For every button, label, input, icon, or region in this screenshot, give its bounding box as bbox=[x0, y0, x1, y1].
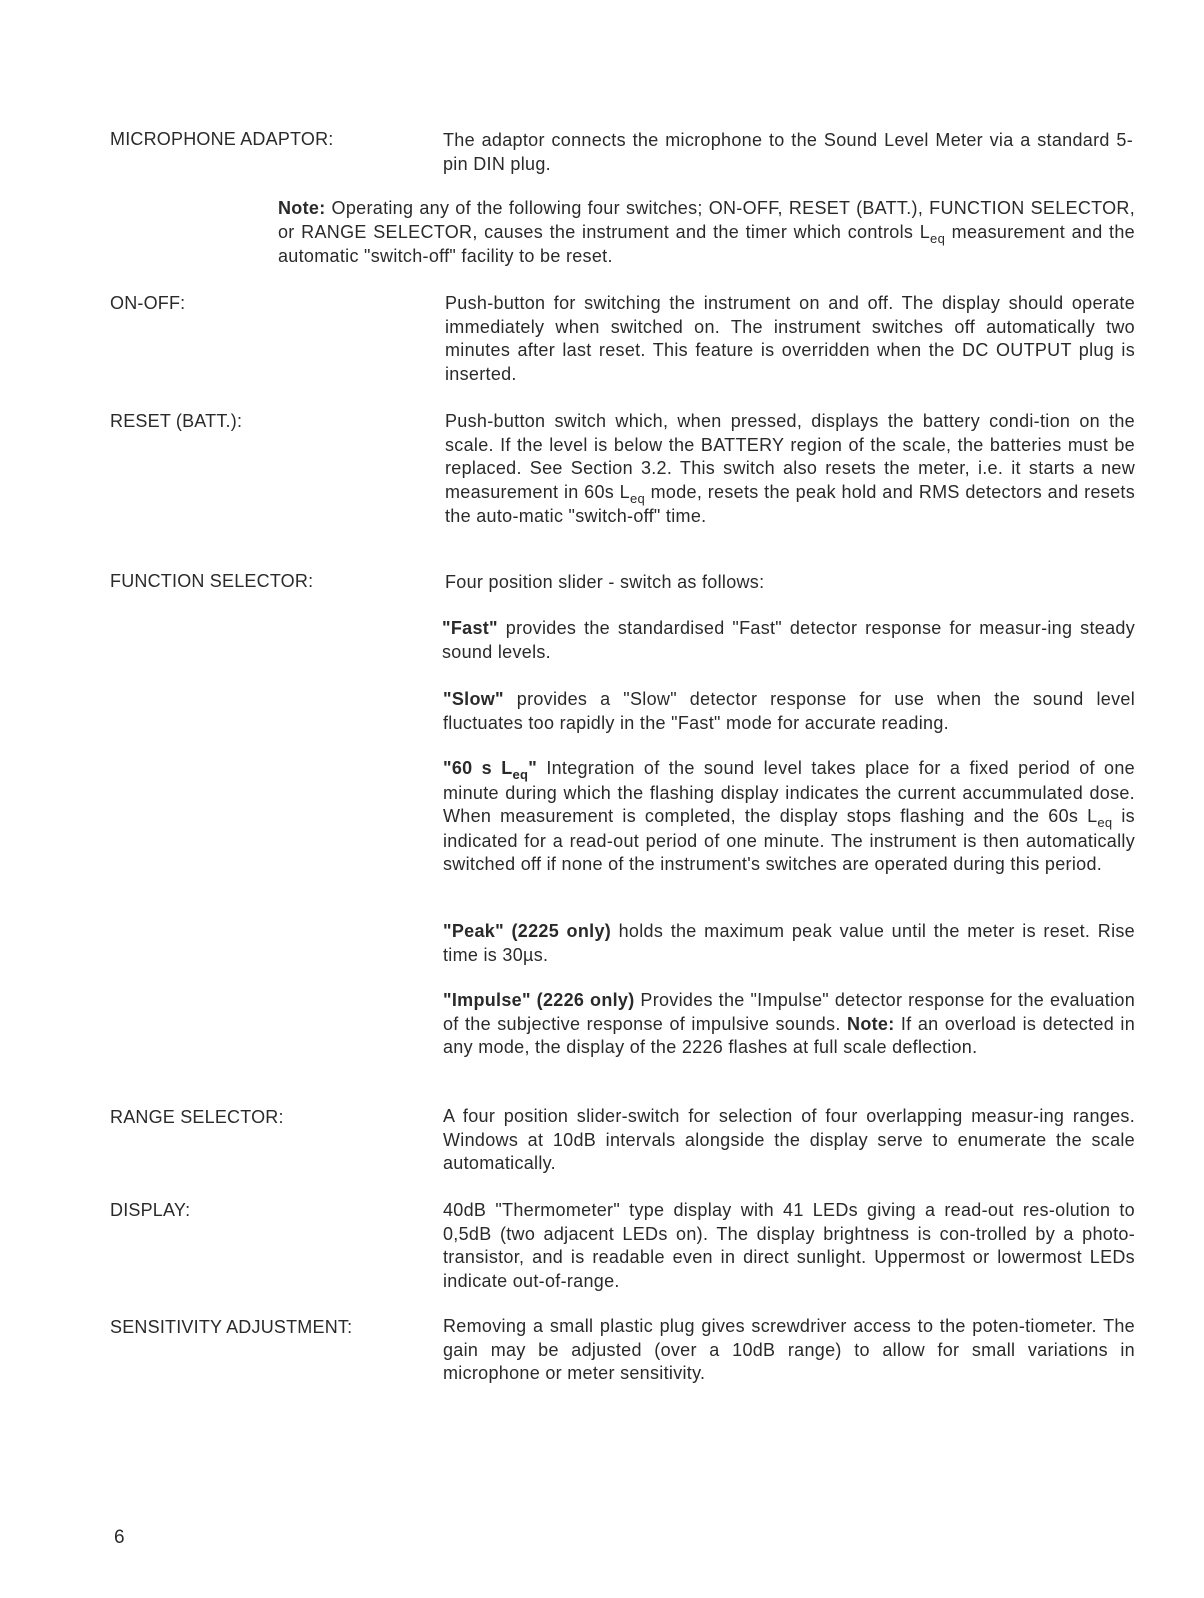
function-slow-name: "Slow" bbox=[443, 689, 504, 709]
function-fast bbox=[442, 617, 1135, 664]
note-text-after: measurement and the automatic "switch-off" facility to be reset. bbox=[278, 221, 1135, 266]
entry-text-function-selector: Four position slider - switch as follows: bbox=[445, 572, 765, 592]
reset-text-after: mode, resets the peak hold and RMS detectors and resets the auto-matic "switch-off" time. bbox=[445, 481, 1135, 526]
function-fast-name: "Fast" bbox=[442, 618, 498, 638]
function-60s-leq-name bbox=[443, 758, 538, 782]
function-60s-leq-name-sub: eq bbox=[512, 767, 529, 782]
function-impulse-name: "Impulse" bbox=[443, 990, 531, 1010]
note-paragraph bbox=[278, 197, 1135, 269]
function-fast-text: provides the standardised "Fast" detector response for measur-ing steady sound levels. bbox=[442, 618, 1135, 662]
reset-subscript: eq bbox=[629, 490, 646, 506]
entry-text-microphone-adaptor: The adaptor connects the microphone to the Sound Level Meter via a standard 5-pin DIN plug. bbox=[443, 130, 1133, 174]
entry-text-on-off: Push-button for switching the instrument on and off. The display should operate immediately when switched on. The instrument switches off automatically two minutes after last reset. This feature is overridden when the DC OUTPUT plug is inserted. bbox=[445, 293, 1135, 384]
function-slow bbox=[443, 688, 1135, 735]
function-60s-leq bbox=[443, 757, 1135, 877]
entry-label-function-selector: FUNCTION SELECTOR: bbox=[110, 571, 314, 591]
function-impulse-qualifier: (2226 only) bbox=[530, 990, 635, 1010]
entry-text-range-selector: A four position slider-switch for selection of four overlapping measur-ing ranges. Windows at 10dB intervals alongside the display serve to enumerate the scale automatically. bbox=[443, 1106, 1135, 1173]
entry-label-range-selector: RANGE SELECTOR: bbox=[110, 1107, 284, 1127]
entry-label-microphone-adaptor: MICROPHONE ADAPTOR: bbox=[110, 129, 334, 149]
function-peak-name: "Peak" bbox=[443, 921, 504, 941]
function-impulse-text-after: If an overload is detected in any mode, the display of the 2226 flashes at full scale deflection. bbox=[443, 1013, 1136, 1057]
page-number: 6 bbox=[114, 1527, 125, 1548]
function-peak bbox=[443, 920, 1135, 967]
entry-text-sensitivity-adjustment: Removing a small plastic plug gives screwdriver access to the poten-tiometer. The gain may be adjusted (over a 10dB range) to allow for small variations in microphone or meter sensitivity. bbox=[443, 1316, 1135, 1383]
note-text-before: Operating any of the following four switches; ON-OFF, RESET (BATT.), FUNCTION SELECTOR, or RANGE SELECTOR, causes the instrument and the timer which controls L bbox=[278, 198, 1135, 242]
function-60s-leq-text-before: Integration of the sound level takes place for a fixed period of one minute during which the flashing display indicates the current accummulated dose. When measurement is completed, the display stops flashing and the 60s L bbox=[443, 758, 1135, 826]
function-impulse-note-lead: Note: bbox=[847, 1013, 895, 1034]
function-60s-leq-name-before: "60 s L bbox=[443, 758, 513, 778]
function-peak-text: holds the maximum peak value until the meter is reset. Rise time is 30µs. bbox=[443, 921, 1135, 965]
function-impulse-text-before: Provides the "Impulse" detector response for the evaluation of the subjective response of impulsive sounds. bbox=[443, 990, 1136, 1034]
reset-text-before: Push-button switch which, when pressed, displays the battery condi-tion on the scale. If the level is below the BATTERY region of the scale, the batteries must be replaced. See Section 3.2. This switch also resets the meter, i.e. it starts a new measurement in 60s L bbox=[445, 411, 1135, 502]
entry-text-reset-batt bbox=[445, 410, 1135, 529]
function-slow-text: provides a "Slow" detector response for use when the sound level fluctuates too rapidly in the "Fast" mode for accurate reading. bbox=[443, 689, 1135, 733]
entry-label-display: DISPLAY: bbox=[110, 1200, 191, 1220]
entry-label-reset-batt: RESET (BATT.): bbox=[110, 411, 243, 431]
function-60s-leq-text-sub: eq bbox=[1097, 815, 1113, 830]
entry-label-sensitivity-adjustment: SENSITIVITY ADJUSTMENT: bbox=[110, 1317, 353, 1337]
function-60s-leq-text-after: is indicated for a read-out period of one minute. The instrument is then automatically switched off if none of the instrument's switches are operated during this period. bbox=[443, 806, 1135, 874]
entry-text-display: 40dB "Thermometer" type display with 41 LEDs giving a read-out res-olution to 0,5dB (two adjacent LEDs on). The display brightness is con-trolled by a photo-transistor, and is readable even in direct sunlight. Uppermost or lowermost LEDs indicate out-of-range. bbox=[443, 1200, 1135, 1291]
function-60s-leq-name-after: " bbox=[528, 758, 538, 778]
function-impulse bbox=[443, 989, 1135, 1060]
entry-label-on-off: ON-OFF: bbox=[110, 293, 186, 313]
note-lead: Note: bbox=[278, 198, 326, 218]
note-subscript: eq bbox=[930, 230, 946, 246]
function-peak-qualifier: (2225 only) bbox=[503, 921, 612, 941]
